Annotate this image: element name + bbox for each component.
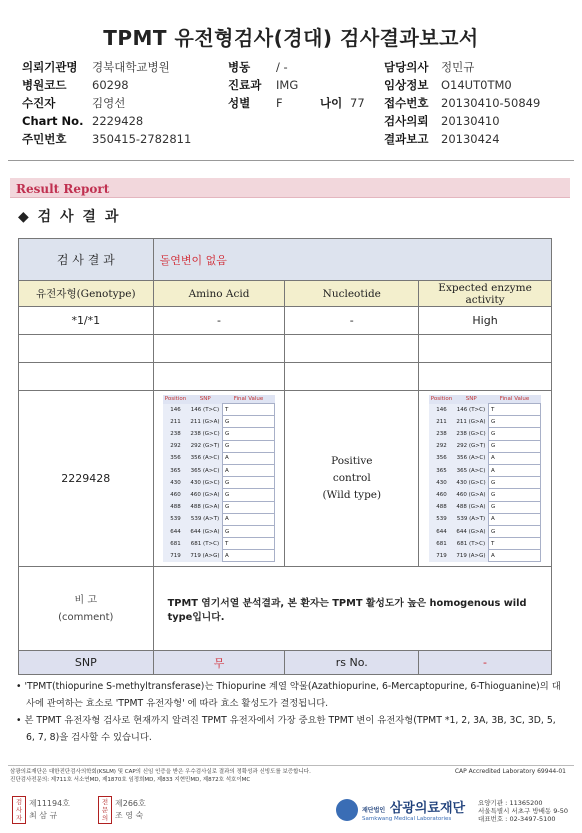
- info-row-chart: [22, 112, 191, 130]
- snp-row: [429, 501, 541, 513]
- info-label: 병원코드: [22, 78, 67, 92]
- snp-final-value: A: [223, 513, 275, 525]
- snp-final-value: G: [223, 477, 275, 489]
- snp-name: 460 (G>A): [456, 491, 486, 498]
- info-value: / -: [276, 60, 288, 74]
- snp-header: Position: [164, 396, 187, 403]
- info-value: 20130410-50849: [441, 96, 541, 110]
- snp-position: 430: [436, 479, 447, 486]
- info-value: F: [276, 96, 283, 110]
- snp-row: [163, 428, 275, 440]
- snp-final-value: G: [223, 501, 275, 513]
- info-row-clinical: [384, 76, 540, 94]
- age-value: 77: [350, 96, 365, 110]
- info-row-patient: [22, 94, 191, 112]
- rs-label: rs No.: [285, 651, 419, 675]
- snp-row: [429, 550, 541, 562]
- patient-info-mid: [228, 58, 394, 112]
- snp-final-value: G: [489, 477, 541, 489]
- info-row-report: [384, 130, 540, 148]
- info-value: 김영선: [92, 96, 126, 110]
- snp-name: 681 (T>C): [190, 540, 220, 547]
- snp-panel-sample: [153, 391, 285, 567]
- info-row-department: [228, 76, 394, 94]
- snp-final-value: T: [489, 538, 541, 550]
- result-label: 검 사 결 과: [19, 239, 154, 281]
- snp-final-value: A: [223, 550, 275, 562]
- snp-name: 292 (G>T): [190, 443, 220, 450]
- snp-final-value: G: [223, 489, 275, 501]
- snp-row: [429, 525, 541, 537]
- col-genotype: 유전자형(Genotype): [19, 281, 154, 307]
- snp-row: [429, 513, 541, 525]
- snp-position: 430: [170, 479, 181, 486]
- nucleotide-cell: -: [285, 307, 419, 335]
- snp-row: [429, 477, 541, 489]
- comment-label: [19, 567, 154, 651]
- amino-acid-cell: -: [153, 307, 285, 335]
- snp-final-value: G: [489, 525, 541, 537]
- snp-name: 488 (G>A): [190, 504, 220, 511]
- snp-name: 460 (G>A): [190, 491, 220, 498]
- footer-divider: [8, 765, 574, 766]
- info-row-hospital-code: [22, 76, 191, 94]
- info-label: 검사의뢰: [384, 114, 429, 128]
- stamp-line: 제11194호: [29, 799, 70, 808]
- snp-row: [163, 550, 275, 562]
- snp-value: 무: [153, 651, 285, 675]
- control-label: [285, 391, 419, 567]
- snp-final-value: G: [489, 501, 541, 513]
- age-label: 나이: [320, 96, 343, 110]
- info-value: 정민규: [441, 60, 475, 74]
- snp-row: [163, 416, 275, 428]
- snp-final-value: A: [223, 464, 275, 476]
- enzyme-activity-cell: High: [419, 307, 552, 335]
- lab-logo: [336, 797, 465, 822]
- patient-info-left: [22, 58, 191, 148]
- info-label: 수진자: [22, 96, 56, 110]
- snp-final-value: A: [489, 452, 541, 464]
- col-amino-acid: Amino Acid: [153, 281, 285, 307]
- snp-position: 488: [170, 504, 181, 511]
- snp-final-value: G: [223, 440, 275, 452]
- stamp-line: 조 영 숙: [115, 811, 144, 820]
- result-table: [18, 238, 552, 675]
- snp-position: 292: [436, 443, 447, 450]
- snp-final-value: G: [223, 428, 275, 440]
- snp-final-value: A: [489, 550, 541, 562]
- divider: [8, 160, 574, 161]
- info-value: 경북대학교병원: [92, 60, 170, 74]
- contact-line: 서울특별시 서초구 방배동 9-50: [478, 807, 569, 815]
- snp-name: 644 (G>A): [190, 528, 220, 535]
- info-row-ward: [228, 58, 394, 76]
- snp-row: [429, 416, 541, 428]
- patient-info-right: [384, 58, 540, 148]
- info-value: 20130410: [441, 114, 500, 128]
- logo-prefix: 재단법인: [362, 807, 386, 814]
- snp-position: 356: [436, 455, 447, 462]
- col-enzyme-activity: Expected enzyme activity: [419, 281, 552, 307]
- snp-position: 211: [436, 418, 447, 425]
- info-value: 350415-2782811: [92, 132, 192, 146]
- column-header-row: [19, 281, 552, 307]
- snp-final-value: T: [223, 404, 275, 416]
- snp-name: 430 (G>C): [190, 479, 220, 486]
- snp-row: [429, 452, 541, 464]
- info-row-id: [22, 130, 191, 148]
- info-label: 의뢰기관명: [22, 60, 78, 74]
- snp-header: Final Value: [223, 395, 275, 404]
- snp-name: 644 (G>A): [456, 528, 486, 535]
- rs-value: -: [419, 651, 552, 675]
- snp-row: [163, 452, 275, 464]
- snp-table-control: [429, 395, 541, 563]
- comment-label-line: (comment): [58, 611, 114, 623]
- snp-position: 238: [170, 431, 181, 437]
- info-row-doctor: [384, 58, 540, 76]
- snp-position: 539: [436, 516, 447, 523]
- snp-name: 211 (G>A): [190, 418, 220, 425]
- contact-info: [478, 799, 568, 823]
- snp-name: 539 (A>T): [456, 516, 486, 523]
- stamp-tester: [12, 795, 70, 825]
- result-value: 돌연변이 없음: [153, 239, 551, 281]
- contact-line: 요양기관 : 11365200: [478, 799, 543, 807]
- snp-position: 488: [436, 504, 447, 511]
- info-row-receipt: [384, 94, 540, 112]
- snp-name: 719 (A>G): [456, 552, 486, 559]
- info-value: O14UT0TM0: [441, 78, 512, 92]
- comment-row: [19, 567, 552, 651]
- snp-position: 681: [170, 540, 181, 547]
- snp-name: 292 (G>T): [456, 443, 486, 450]
- contact-line: 대표번호 : 02-3497-5100: [478, 815, 556, 823]
- snp-table-sample: [163, 395, 275, 563]
- snp-name: 719 (A>G): [190, 552, 220, 559]
- info-label: 결과보고: [384, 132, 429, 146]
- info-value: 2229428: [92, 114, 144, 128]
- info-label: Chart No.: [22, 114, 84, 128]
- snp-row: [163, 525, 275, 537]
- logo-name: 삼광의료재단: [389, 801, 466, 816]
- seal-icon: 검사자: [12, 796, 26, 824]
- snp-final-value: A: [489, 464, 541, 476]
- logo-icon: [336, 799, 358, 821]
- footnote: • 'TPMT(thiopurine S-methyltransferase)는 Thiopurine 계열 약물(Azathiopurine, 6-Mercaptopurine, 6-Thioguanine)의 대사에 관여하는 효소로 'TPMT 유전자형' 에 따라 효소 활성도가 결정됩니다.: [16, 681, 561, 709]
- snp-position: 460: [170, 491, 181, 498]
- info-row-request: [384, 112, 540, 130]
- snp-position: 365: [170, 467, 181, 474]
- snp-final-value: T: [223, 538, 275, 550]
- snp-row: [429, 538, 541, 550]
- snp-final-value: G: [223, 416, 275, 428]
- fine-print-line: 삼광의료재단은 대한진단검사의학회(KSLM) 및 CAP의 신임 인증을 받은 우수검사실로 결과의 정확성과 신빙도를 보증합니다.: [10, 769, 311, 775]
- snp-position: 681: [436, 540, 447, 547]
- snp-row: [429, 464, 541, 476]
- report-title: TPMT 유전형검사(경대) 검사결과보고서: [103, 26, 479, 50]
- info-label: 접수번호: [384, 96, 429, 110]
- cap-accreditation: CAP Accredited Laboratory 69944-01: [454, 768, 566, 775]
- snp-position: 719: [170, 552, 181, 559]
- result-report-bar: [10, 178, 570, 198]
- snp-position: 292: [170, 443, 181, 450]
- footnotes: [16, 678, 562, 746]
- seal-icon: 전문의: [98, 796, 112, 824]
- info-label: 성별: [228, 96, 251, 110]
- snp-name: 365 (A>C): [456, 467, 486, 474]
- stamp-specialist: [98, 795, 146, 825]
- info-row-institution: [22, 58, 191, 76]
- info-label: 담당의사: [384, 60, 429, 74]
- snp-name: 146 (T>C): [456, 406, 486, 413]
- control-label-line: control: [332, 472, 371, 484]
- snp-row: [163, 404, 275, 416]
- table-row: [19, 363, 552, 391]
- snp-position: 365: [436, 467, 447, 474]
- snp-position: 146: [170, 406, 181, 413]
- info-value: IMG: [276, 78, 299, 92]
- snp-name: 146 (T>C): [190, 406, 220, 413]
- snp-name: 488 (G>A): [456, 504, 486, 511]
- col-nucleotide: Nucleotide: [285, 281, 419, 307]
- snp-name: 238 (G>C): [190, 431, 220, 437]
- snp-position: 644: [170, 528, 181, 535]
- snp-header: Final Value: [489, 395, 541, 404]
- snp-position: 238: [436, 431, 447, 437]
- info-label: 병동: [228, 60, 251, 74]
- snp-row: [163, 513, 275, 525]
- snp-position: 211: [170, 418, 181, 425]
- info-label: 주민번호: [22, 132, 67, 146]
- info-row-sex-age: [228, 94, 394, 112]
- snp-final-value: G: [489, 416, 541, 428]
- stamp-line: 제266호: [115, 799, 146, 808]
- snp-row: [163, 464, 275, 476]
- info-label: 임상정보: [384, 78, 429, 92]
- info-value: 20130424: [441, 132, 500, 146]
- snp-position: 539: [170, 516, 181, 523]
- snp-row: [429, 404, 541, 416]
- comment-label-line: 비 고: [74, 594, 98, 606]
- snp-position: 146: [436, 406, 447, 413]
- snp-name: 365 (A>C): [190, 467, 220, 474]
- snp-final-value: A: [489, 513, 541, 525]
- snp-header: Position: [430, 396, 453, 403]
- stamp-line: 최 삼 규: [29, 811, 58, 820]
- logo-subtitle: Samkwang Medical Laboratories: [362, 816, 452, 822]
- snp-final-value: G: [489, 489, 541, 501]
- snp-final-value: A: [223, 452, 275, 464]
- snp-name: 238 (G>C): [456, 431, 486, 437]
- info-label: 진료과: [228, 78, 262, 92]
- result-report-label: Result Report: [16, 182, 110, 196]
- snp-final-value: G: [489, 428, 541, 440]
- snp-label: SNP: [19, 651, 154, 675]
- snp-row: [163, 501, 275, 513]
- footnote: • 본 TPMT 유전자형 검사로 현재까지 알려진 TPMT 유전자에서 가장 중요한 TPMT 변이 유전자형(TPMT *1, 2, 3A, 3B, 3C, 3D, 5, 6, 7, 8)을 검사할 수 있습니다.: [16, 715, 556, 743]
- snp-row: [429, 428, 541, 440]
- info-value: 60298: [92, 78, 129, 92]
- snp-name: 430 (G>C): [456, 479, 486, 486]
- snp-header: SNP: [454, 395, 489, 404]
- snp-summary-row: [19, 651, 552, 675]
- section-heading: ◆ 검 사 결 과: [18, 209, 121, 225]
- result-summary-row: [19, 239, 552, 281]
- snp-result-row: [19, 391, 552, 567]
- snp-name: 211 (G>A): [456, 418, 486, 425]
- table-row: [19, 307, 552, 335]
- snp-header: SNP: [188, 395, 223, 404]
- snp-name: 356 (A>C): [190, 455, 220, 462]
- snp-final-value: T: [489, 404, 541, 416]
- table-row: [19, 335, 552, 363]
- genotype-cell: *1/*1: [19, 307, 154, 335]
- snp-row: [163, 489, 275, 501]
- comment-text: TPMT 염기서열 분석결과, 본 환자는 TPMT 활성도가 높은 homogenous wild type입니다.: [153, 567, 551, 651]
- fine-print-line: 진단검사전문의: 제711호 서소연MD, 제1870호 임정희MD, 제833 지현민MD, 제872호 석호이MC: [10, 777, 251, 783]
- snp-position: 356: [170, 455, 181, 462]
- snp-row: [429, 489, 541, 501]
- control-label-line: (Wild type): [322, 489, 382, 501]
- snp-position: 460: [436, 491, 447, 498]
- snp-final-value: G: [489, 440, 541, 452]
- snp-row: [163, 440, 275, 452]
- snp-name: 356 (A>C): [456, 455, 486, 462]
- snp-panel-control: [419, 391, 552, 567]
- snp-final-value: G: [223, 525, 275, 537]
- sample-id: 2229428: [19, 391, 154, 567]
- snp-row: [163, 477, 275, 489]
- snp-name: 539 (A>T): [190, 516, 220, 523]
- snp-position: 644: [436, 528, 447, 535]
- control-label-line: Positive: [331, 455, 373, 467]
- fine-print: [10, 768, 311, 784]
- snp-row: [429, 440, 541, 452]
- snp-position: 719: [436, 552, 447, 559]
- snp-name: 681 (T>C): [456, 540, 486, 547]
- snp-row: [163, 538, 275, 550]
